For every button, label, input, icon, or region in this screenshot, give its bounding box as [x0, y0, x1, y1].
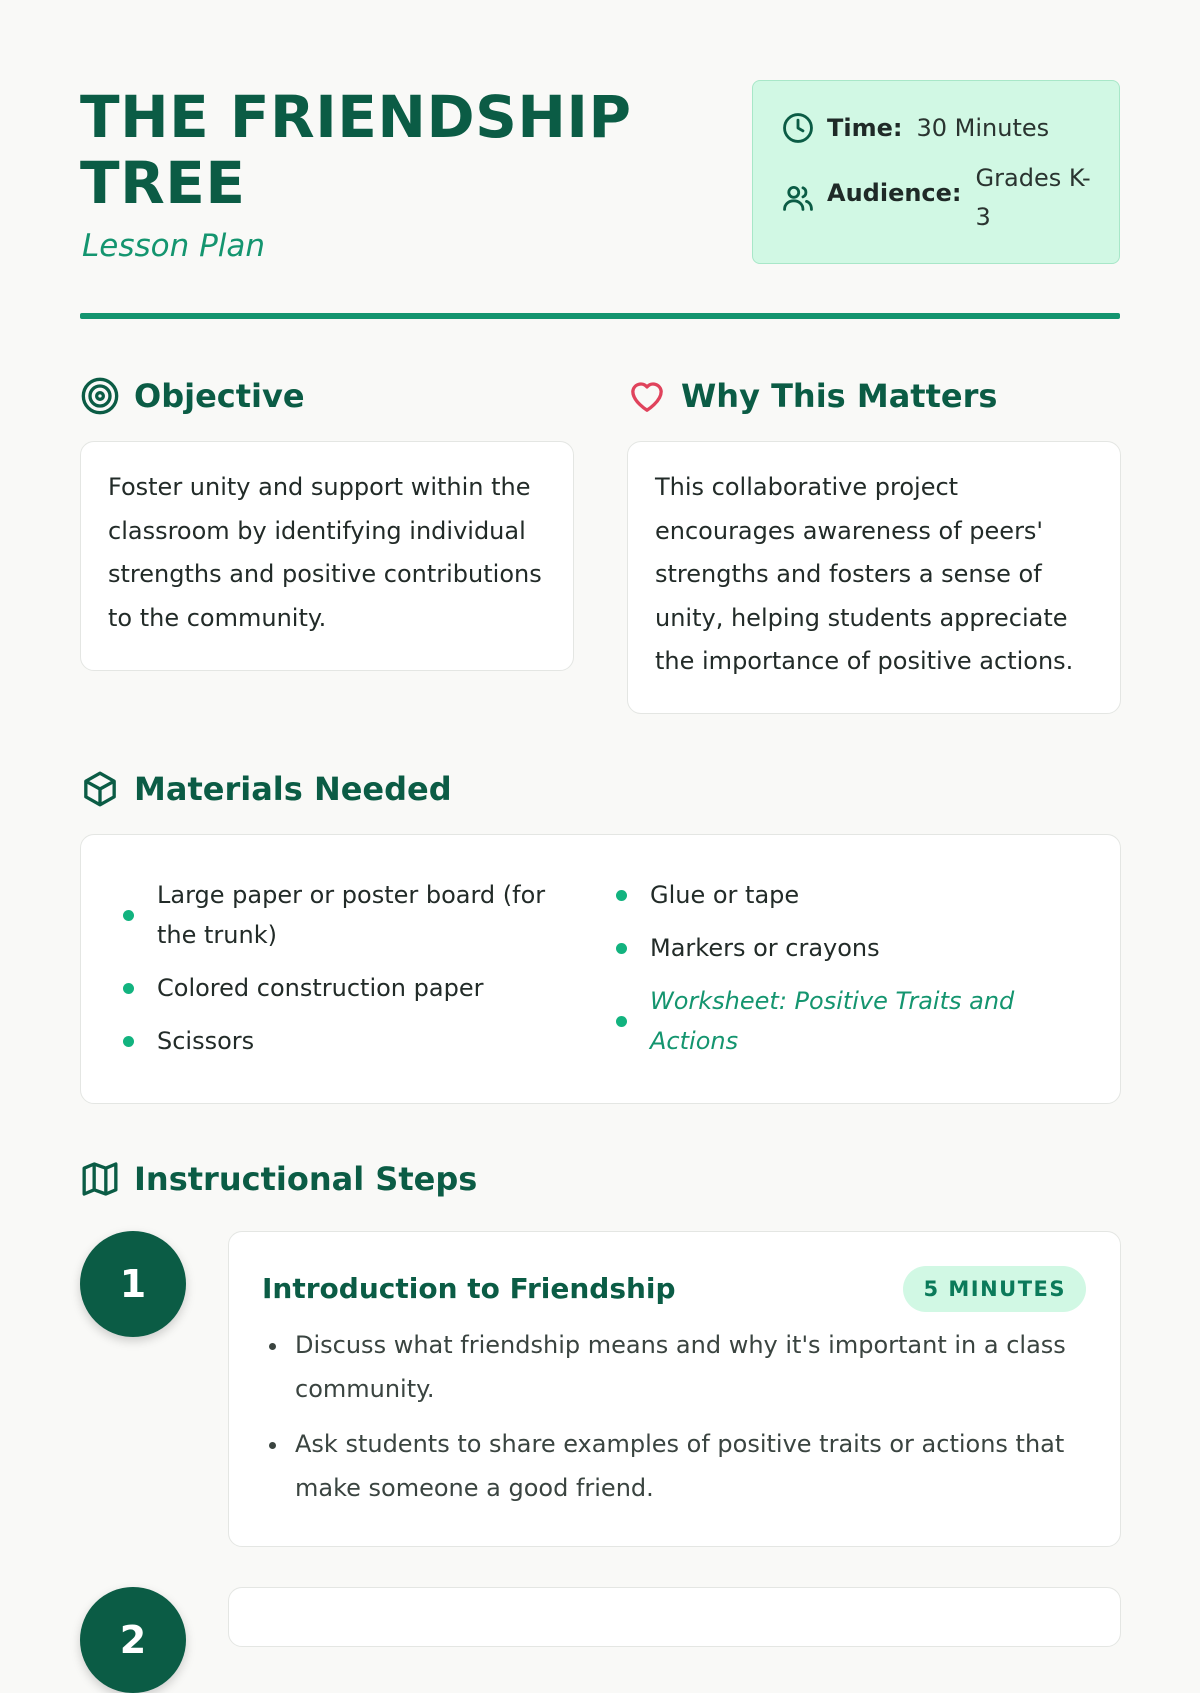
bullet-dot [123, 910, 134, 921]
list-item [616, 981, 1056, 1061]
target-icon [80, 376, 120, 416]
time-info [781, 111, 1049, 145]
bullet-dot [616, 890, 627, 901]
step-title: Introduction to Friendship [262, 1272, 676, 1305]
time-value: 30 Minutes [916, 114, 1050, 142]
material-text: Glue or tape [650, 881, 800, 909]
duration-badge: 5 MINUTES [903, 1266, 1086, 1312]
step-bullet: Ask students to share examples of positive traits or actions that make someone a good friend. [269, 1423, 1080, 1510]
list-item [123, 1021, 254, 1061]
map-icon [80, 1159, 120, 1199]
objective-text: Foster unity and support within the classroom by identifying individual strengths and positive contributions to the community. [108, 473, 542, 632]
material-text: Markers or crayons [650, 934, 880, 962]
heart-icon [627, 376, 667, 416]
users-icon [781, 181, 815, 215]
bullet-dot [616, 943, 627, 954]
worksheet-link[interactable]: Worksheet: Positive Traits and Actions [650, 987, 1015, 1055]
objective-heading [80, 376, 305, 416]
materials-title: Materials Needed [134, 770, 452, 808]
step-card [228, 1231, 1121, 1547]
why-card [627, 441, 1121, 714]
list-item [616, 928, 880, 968]
objective-title: Objective [134, 377, 305, 415]
steps-title: Instructional Steps [134, 1160, 478, 1198]
lesson-info-box [752, 80, 1120, 264]
audience-info [781, 159, 1104, 237]
list-item [616, 875, 799, 915]
why-text: This collaborative project encourages awareness of peers' strengths and fosters a sense of unity, helping students appreciate the importance of positive actions. [655, 473, 1074, 675]
step-number-badge: 1 [80, 1231, 186, 1337]
box-icon [80, 769, 120, 809]
why-title: Why This Matters [681, 377, 998, 415]
materials-heading [80, 769, 452, 809]
header-divider [80, 313, 1120, 319]
material-text: Scissors [157, 1027, 255, 1055]
step-number-badge: 2 [80, 1587, 186, 1693]
page-title: THE FRIENDSHIP TREE [80, 83, 632, 217]
page-subtitle: Lesson Plan [82, 228, 266, 264]
steps-heading [80, 1159, 477, 1199]
audience-label: Audience: [827, 179, 962, 207]
step-bullet: Discuss what friendship means and why it's important in a class community. [269, 1324, 1080, 1411]
list-item [123, 968, 483, 1008]
material-text: Colored construction paper [157, 974, 484, 1002]
materials-card [80, 834, 1121, 1104]
list-item [123, 875, 583, 955]
clock-icon [781, 111, 815, 145]
bullet-dot [616, 1016, 627, 1027]
why-heading [627, 376, 997, 416]
step-bullet-list [269, 1324, 1080, 1522]
step-card [228, 1587, 1121, 1647]
audience-value: Grades K-3 [975, 164, 1091, 231]
material-text: Large paper or poster board (for the trunk) [157, 881, 546, 949]
bullet-dot [123, 1036, 134, 1047]
time-label: Time: [827, 114, 903, 142]
objective-card [80, 441, 574, 671]
bullet-dot [123, 983, 134, 994]
